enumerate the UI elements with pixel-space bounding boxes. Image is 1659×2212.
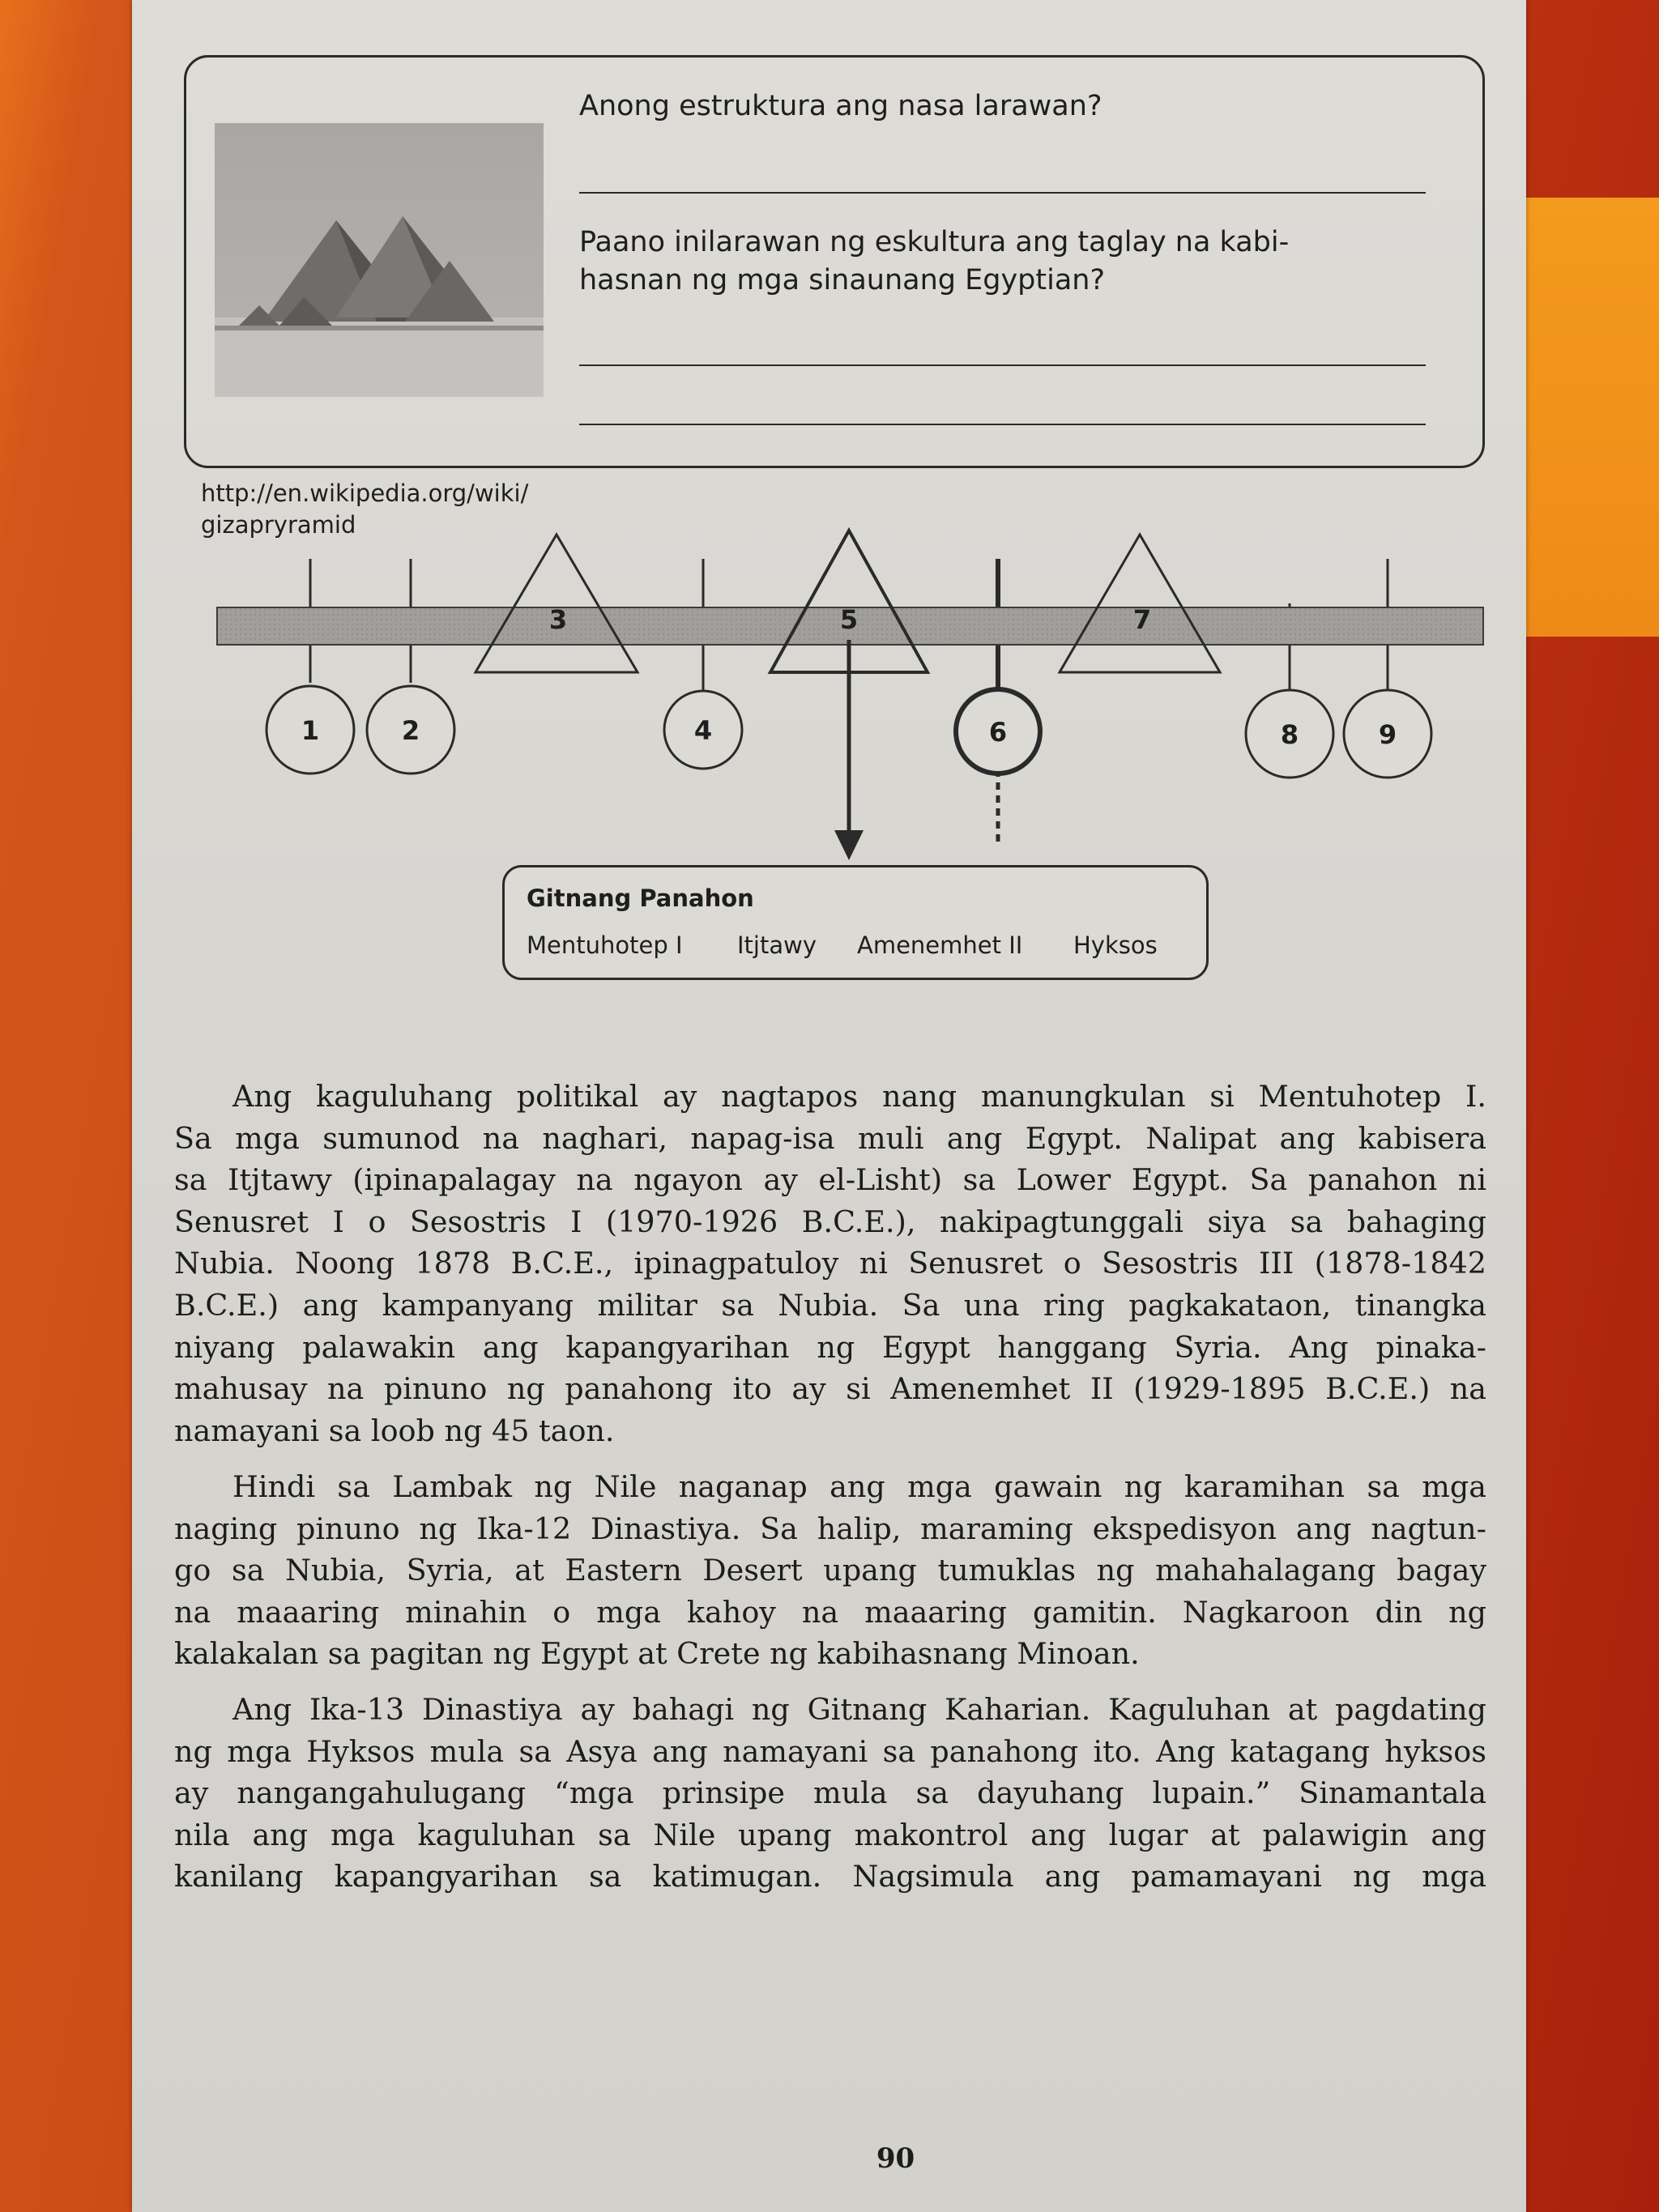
- gitnang-item-hyksos: Hyksos: [1073, 931, 1158, 959]
- paragraph-1-line: Sa mga sumunod na naghari, napag-isa muli ang Egypt. Nalipat ang kabisera: [174, 1120, 1486, 1156]
- credit-line-1: http://en.wikipedia.org/wiki/: [201, 479, 529, 507]
- marker-9: 9: [1378, 719, 1397, 750]
- paragraph-1-line: B.C.E.) ang kampanyang militar sa Nubia. Sa una ring pagkakataon, tinangka: [174, 1287, 1486, 1323]
- gitnang-panahon-title: Gitnang Panahon: [527, 884, 754, 912]
- paragraph-1-line: Nubia. Noong 1878 B.C.E., ipinagpatuloy ni Senusret o Sesostris III (1878-1842: [174, 1246, 1486, 1281]
- triangle-7: [1060, 535, 1220, 672]
- paragraph-3: [174, 1689, 1486, 1898]
- paragraph-2: [174, 1466, 1486, 1675]
- paragraph-1-line: Ang kaguluhang politikal ay nagtapos nang manungkulan si Mentuhotep I.: [232, 1079, 1486, 1114]
- arrow-5-head: [834, 830, 864, 860]
- paragraph-2-line: Hindi sa Lambak ng Nile naganap ang mga gawain ng karamihan sa mga: [232, 1469, 1486, 1504]
- paragraph-3-line: Ang Ika-13 Dinastiya ay bahagi ng Gitnang Kaharian. Kaguluhan at pagdating: [232, 1692, 1486, 1727]
- paragraph-1-line: sa Itjtawy (ipinapalagay na ngayon ay el-Lisht) sa Lower Egypt. Sa panahon ni: [174, 1162, 1486, 1198]
- question-1: Anong estruktura ang nasa larawan?: [579, 90, 1102, 122]
- paragraph-1-line: niyang palawakin ang kapangyarihan ng Egypt hanggang Syria. Ang pinaka-: [174, 1329, 1486, 1365]
- marker-5: 5: [839, 604, 859, 635]
- credit-line-2: gizapryramid: [201, 511, 356, 539]
- gitnang-item-mentuhotep: Mentuhotep I: [527, 931, 683, 959]
- gitnang-panahon-box: [502, 865, 1209, 980]
- marker-4: 4: [693, 715, 713, 746]
- gitnang-item-itjtawy: Itjtawy: [737, 931, 817, 959]
- marker-7: 7: [1132, 604, 1152, 635]
- gitnang-item-amenemhet: Amenemhet II: [857, 931, 1023, 959]
- paragraph-3-line: kanilang kapangyarihan sa katimugan. Nagsimula ang pamamayani ng mga: [174, 1859, 1486, 1894]
- paragraph-3-line: ay nangangahulugang “mga prinsipe mula sa dayuhang lupain.” Sinamantala: [174, 1775, 1486, 1811]
- marker-3: 3: [548, 604, 568, 635]
- paragraph-2-line: na maaaring minahin o mga kahoy na maaaring gamitin. Nagkaroon din ng: [174, 1594, 1486, 1630]
- question-2-line-1: Paano inilarawan ng eskultura ang taglay na kabi-: [579, 226, 1290, 258]
- marker-1: 1: [301, 715, 320, 746]
- paragraph-3-line: nila ang mga kaguluhan sa Nile upang makontrol ang lugar at palawigin ang: [174, 1817, 1486, 1852]
- marker-6: 6: [988, 717, 1008, 748]
- page-number: 90: [876, 2142, 915, 2175]
- paragraph-2-line: naging pinuno ng Ika-12 Dinastiya. Sa halip, maraming ekspedisyon ang nagtun-: [174, 1511, 1486, 1546]
- paragraph-2-line: kalakalan sa pagitan ng Egypt at Crete ng kabihasnang Minoan.: [174, 1636, 1140, 1672]
- marker-2: 2: [401, 715, 420, 746]
- paragraph-1-line: namayani sa loob ng 45 taon.: [174, 1413, 615, 1448]
- paragraph-1-line: Senusret I o Sesostris I (1970-1926 B.C.E.), nakipagtunggali siya sa bahaging: [174, 1204, 1486, 1239]
- question-2-line-2: hasnan ng mga sinaunang Egyptian?: [579, 264, 1106, 296]
- paragraph-1-line: mahusay na pinuno ng panahong ito ay si Amenemhet II (1929-1895 B.C.E.) na: [174, 1371, 1486, 1407]
- marker-8: 8: [1280, 719, 1299, 750]
- timeline-diagram: [0, 0, 1659, 1004]
- paragraph-1: [174, 1076, 1486, 1451]
- paragraph-2-line: go sa Nubia, Syria, at Eastern Desert upang tumuklas ng mahahalagang bagay: [174, 1553, 1486, 1588]
- triangle-3: [476, 535, 638, 672]
- paragraph-3-line: ng mga Hyksos mula sa Asya ang namayani sa panahong ito. Ang katagang hyksos: [174, 1733, 1486, 1769]
